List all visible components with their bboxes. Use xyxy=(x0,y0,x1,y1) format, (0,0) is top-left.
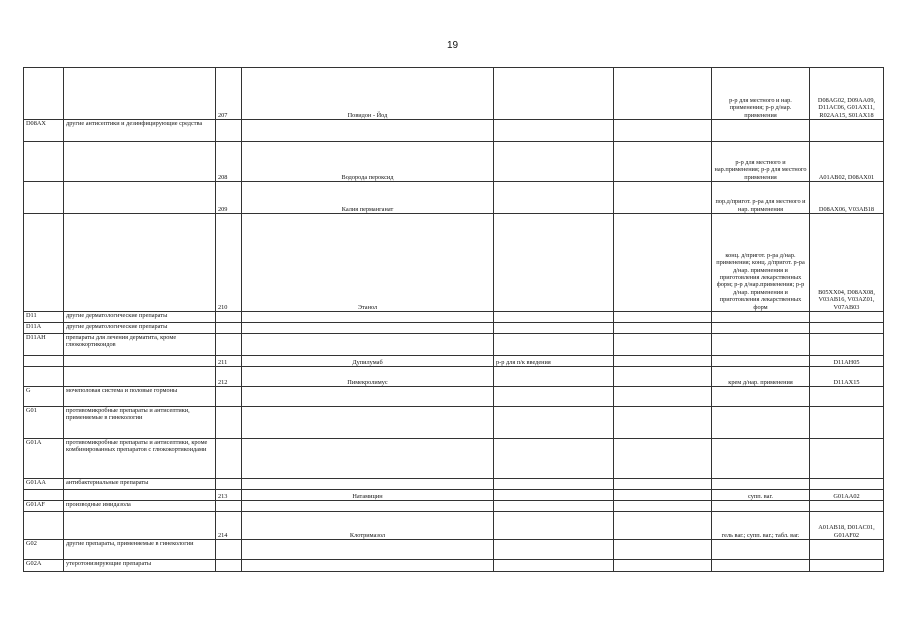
injection-form xyxy=(494,334,614,356)
drug-name: Натамицин xyxy=(242,490,494,501)
atc-group-description xyxy=(64,512,216,540)
atc-code: G01AA02 xyxy=(810,490,884,501)
atc-group-code: D11AH xyxy=(24,334,64,356)
table-row xyxy=(24,407,884,439)
drug-name: Клотримазол xyxy=(242,512,494,540)
dosage-form: крем д/нар. применения xyxy=(712,367,810,387)
atc-group-code: D08AX xyxy=(24,120,64,142)
atc-code xyxy=(810,407,884,439)
atc-code xyxy=(810,312,884,323)
dosage-form xyxy=(712,540,810,560)
table-row xyxy=(24,387,884,407)
row-number xyxy=(216,120,242,142)
dosage-form xyxy=(712,501,810,512)
empty-cell xyxy=(614,479,712,490)
row-number: 212 xyxy=(216,367,242,387)
drug-list-table xyxy=(23,67,884,572)
empty-cell xyxy=(614,182,712,214)
row-number xyxy=(216,387,242,407)
atc-code: D08AX06, V03AB18 xyxy=(810,182,884,214)
atc-group-description xyxy=(64,182,216,214)
atc-code xyxy=(810,560,884,572)
empty-cell xyxy=(614,540,712,560)
table-row xyxy=(24,490,884,501)
dosage-form xyxy=(712,312,810,323)
drug-name: Этанол xyxy=(242,214,494,312)
table-row xyxy=(24,560,884,572)
empty-cell xyxy=(614,490,712,501)
injection-form xyxy=(494,479,614,490)
row-number xyxy=(216,479,242,490)
injection-form xyxy=(494,490,614,501)
injection-form xyxy=(494,367,614,387)
injection-form xyxy=(494,512,614,540)
dosage-form: гель ваг.; супп. ваг.; табл. ваг. xyxy=(712,512,810,540)
empty-cell xyxy=(614,387,712,407)
atc-code xyxy=(810,323,884,334)
dosage-form xyxy=(712,334,810,356)
atc-code xyxy=(810,120,884,142)
row-number: 208 xyxy=(216,142,242,182)
dosage-form: конц. д/пригот. р-ра д/нар. применения; конц. д/пригот. р-ра д/нар. применения и приготовления лекарственных форм; р-р д/нар.применения; р-р д/нар. применения и приготовления лекарственных форм xyxy=(712,214,810,312)
row-number: 213 xyxy=(216,490,242,501)
injection-form xyxy=(494,540,614,560)
atc-group-description: противомикробные препараты и антисептики, применяемые в гинекологии xyxy=(64,407,216,439)
row-number xyxy=(216,540,242,560)
atc-group-code xyxy=(24,182,64,214)
row-number xyxy=(216,560,242,572)
injection-form xyxy=(494,501,614,512)
atc-code: D11AX15 xyxy=(810,367,884,387)
atc-code: D11AH05 xyxy=(810,356,884,367)
atc-group-description xyxy=(64,490,216,501)
atc-group-description: другие дерматологические препараты xyxy=(64,312,216,323)
dosage-form: р-р для местного и нар.применения; р-р для местного применения xyxy=(712,142,810,182)
atc-group-description: другие антисептики и дезинфицирующие средства xyxy=(64,120,216,142)
drug-name: Пимекролимус xyxy=(242,367,494,387)
row-number: 209 xyxy=(216,182,242,214)
atc-group-code: G01AA xyxy=(24,479,64,490)
injection-form: р-р для п/к введения xyxy=(494,356,614,367)
empty-cell xyxy=(614,407,712,439)
empty-cell xyxy=(614,214,712,312)
injection-form xyxy=(494,407,614,439)
table-row xyxy=(24,323,884,334)
row-number: 214 xyxy=(216,512,242,540)
atc-code: A01AB18, D01AC01, G01AF02 xyxy=(810,512,884,540)
row-number xyxy=(216,312,242,323)
drug-name: Повидон - Йод xyxy=(242,68,494,120)
table-row xyxy=(24,120,884,142)
atc-group-code xyxy=(24,142,64,182)
table-row xyxy=(24,439,884,479)
atc-group-code: G01AF xyxy=(24,501,64,512)
atc-group-description: антибактериальные препараты xyxy=(64,479,216,490)
empty-cell xyxy=(614,334,712,356)
atc-group-code: D11A xyxy=(24,323,64,334)
empty-cell xyxy=(614,356,712,367)
dosage-form xyxy=(712,407,810,439)
table-row xyxy=(24,501,884,512)
atc-code: A01AB02, D08AX01 xyxy=(810,142,884,182)
atc-code: B05XX04, D08AX08, V03AB16, V03AZ01, V07AB03 xyxy=(810,214,884,312)
table-row xyxy=(24,142,884,182)
drug-name xyxy=(242,387,494,407)
atc-group-description xyxy=(64,367,216,387)
atc-group-code xyxy=(24,214,64,312)
atc-group-code: G01A xyxy=(24,439,64,479)
empty-cell xyxy=(614,501,712,512)
table-body xyxy=(24,68,884,572)
atc-group-code xyxy=(24,68,64,120)
atc-group-code xyxy=(24,367,64,387)
empty-cell xyxy=(614,367,712,387)
empty-cell xyxy=(614,439,712,479)
row-number xyxy=(216,334,242,356)
table-row xyxy=(24,540,884,560)
atc-code xyxy=(810,439,884,479)
table-row xyxy=(24,367,884,387)
row-number xyxy=(216,323,242,334)
injection-form xyxy=(494,120,614,142)
empty-cell xyxy=(614,512,712,540)
injection-form xyxy=(494,214,614,312)
drug-name: Водорода пероксид xyxy=(242,142,494,182)
drug-name xyxy=(242,407,494,439)
atc-group-code xyxy=(24,356,64,367)
dosage-form: р-р для местного и нар. применения; р-р д/нар. применения xyxy=(712,68,810,120)
atc-group-code: G02 xyxy=(24,540,64,560)
drug-name xyxy=(242,560,494,572)
dosage-form: супп. ваг. xyxy=(712,490,810,501)
atc-code xyxy=(810,501,884,512)
injection-form xyxy=(494,312,614,323)
table-row xyxy=(24,68,884,120)
atc-group-description: противомикробные препараты и антисептики, кроме комбинированных препаратов с глюкокортикоидами xyxy=(64,439,216,479)
atc-group-description: препараты для лечения дерматита, кроме глюкокортикоидов xyxy=(64,334,216,356)
table-row xyxy=(24,214,884,312)
dosage-form xyxy=(712,387,810,407)
drug-name xyxy=(242,120,494,142)
drug-name xyxy=(242,439,494,479)
atc-group-code xyxy=(24,512,64,540)
atc-group-description: другие дерматологические препараты xyxy=(64,323,216,334)
dosage-form xyxy=(712,120,810,142)
atc-code xyxy=(810,479,884,490)
atc-group-code: G01 xyxy=(24,407,64,439)
row-number: 207 xyxy=(216,68,242,120)
atc-group-description xyxy=(64,214,216,312)
atc-code xyxy=(810,334,884,356)
table-row xyxy=(24,356,884,367)
empty-cell xyxy=(614,560,712,572)
table-row xyxy=(24,512,884,540)
atc-code xyxy=(810,540,884,560)
atc-code xyxy=(810,387,884,407)
dosage-form xyxy=(712,356,810,367)
page-number: 19 xyxy=(446,40,459,51)
dosage-form xyxy=(712,439,810,479)
row-number xyxy=(216,439,242,479)
empty-cell xyxy=(614,323,712,334)
atc-group-description xyxy=(64,68,216,120)
atc-group-description: мочеполовая система и половые гормоны xyxy=(64,387,216,407)
injection-form xyxy=(494,323,614,334)
atc-group-code: G02A xyxy=(24,560,64,572)
table-row xyxy=(24,479,884,490)
drug-name xyxy=(242,312,494,323)
injection-form xyxy=(494,560,614,572)
drug-name: Дупилумаб xyxy=(242,356,494,367)
empty-cell xyxy=(614,142,712,182)
atc-group-description: другие препараты, применяемые в гинекологии xyxy=(64,540,216,560)
atc-code: D08AG02, D09AA09, D11AC06, G01AX11, R02AA15, S01AX18 xyxy=(810,68,884,120)
row-number xyxy=(216,501,242,512)
atc-group-description xyxy=(64,142,216,182)
injection-form xyxy=(494,387,614,407)
row-number xyxy=(216,407,242,439)
empty-cell xyxy=(614,68,712,120)
drug-name xyxy=(242,479,494,490)
injection-form xyxy=(494,439,614,479)
empty-cell xyxy=(614,312,712,323)
dosage-form xyxy=(712,323,810,334)
drug-name xyxy=(242,540,494,560)
injection-form xyxy=(494,182,614,214)
row-number: 211 xyxy=(216,356,242,367)
table-row xyxy=(24,334,884,356)
atc-group-description: утеротонизирующие препараты xyxy=(64,560,216,572)
atc-group-code xyxy=(24,490,64,501)
atc-group-description: производные имидазола xyxy=(64,501,216,512)
injection-form xyxy=(494,68,614,120)
drug-name xyxy=(242,501,494,512)
atc-group-code: G xyxy=(24,387,64,407)
table-row xyxy=(24,182,884,214)
empty-cell xyxy=(614,120,712,142)
row-number: 210 xyxy=(216,214,242,312)
atc-group-code: D11 xyxy=(24,312,64,323)
drug-name xyxy=(242,334,494,356)
drug-name xyxy=(242,323,494,334)
atc-group-description xyxy=(64,356,216,367)
dosage-form: пор.д/пригот. р-ра для местного и нар. применения xyxy=(712,182,810,214)
dosage-form xyxy=(712,560,810,572)
drug-name: Калия перманганат xyxy=(242,182,494,214)
table-row xyxy=(24,312,884,323)
injection-form xyxy=(494,142,614,182)
dosage-form xyxy=(712,479,810,490)
